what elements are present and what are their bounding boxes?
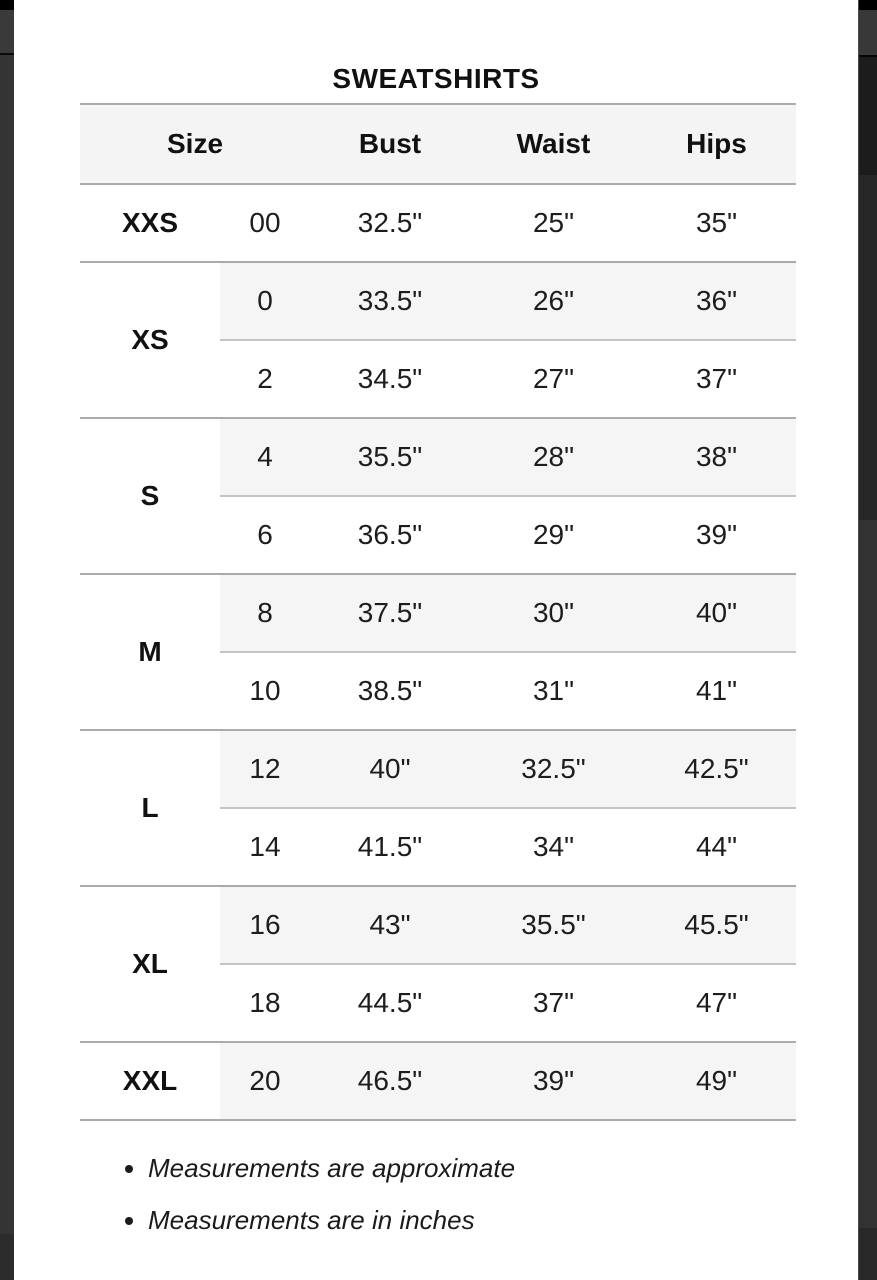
column-header-waist: Waist — [470, 104, 637, 184]
left-edge-segment — [0, 0, 14, 10]
size-number-cell: 12 — [220, 730, 310, 808]
note-item: • Measurements are approximate — [148, 1153, 858, 1183]
hips-cell: 41" — [695, 675, 738, 706]
left-edge-segment — [0, 10, 14, 53]
column-header-size: Size — [80, 104, 310, 184]
bust-cell: 33.5" — [310, 262, 470, 340]
bust-cell: 38.5" — [357, 675, 423, 706]
size-number-cell: 10 — [249, 675, 281, 706]
size-number-cell: 2 — [257, 363, 273, 394]
size-number-cell: 18 — [249, 987, 281, 1018]
size-number-cell: 4 — [220, 418, 310, 496]
bust-cell: 37.5" — [310, 574, 470, 652]
right-edge-segment — [859, 0, 877, 10]
hips-cell: 42.5" — [637, 730, 796, 808]
size-number-cell: 0 — [220, 262, 310, 340]
hips-cell: 40" — [637, 574, 796, 652]
hips-cell: 36" — [637, 262, 796, 340]
size-number-cell: 6 — [257, 519, 273, 550]
right-edge-segment — [859, 520, 877, 1228]
hips-cell: 47" — [695, 987, 738, 1018]
size-chart-table — [80, 103, 796, 1121]
background-page-left-edge — [0, 0, 14, 1280]
size-label-cell: L — [80, 730, 220, 886]
right-edge-segment — [859, 1228, 877, 1280]
size-label-cell: XXS — [80, 184, 220, 262]
table-row — [80, 886, 796, 964]
hips-cell: 39" — [695, 519, 738, 550]
bust-cell: 44.5" — [357, 987, 423, 1018]
table-row — [80, 184, 796, 262]
size-label-cell: XL — [80, 886, 220, 1042]
left-edge-segment — [0, 1234, 14, 1280]
bust-cell: 34.5" — [357, 363, 423, 394]
bust-cell: 41.5" — [357, 831, 423, 862]
bust-cell: 36.5" — [357, 519, 423, 550]
waist-cell: 34" — [532, 831, 575, 862]
table-header-row — [80, 104, 796, 184]
waist-cell: 25" — [532, 207, 575, 238]
size-number-cell: 8 — [220, 574, 310, 652]
hips-cell: 35" — [695, 207, 738, 238]
waist-cell: 37" — [532, 987, 575, 1018]
waist-cell: 27" — [532, 363, 575, 394]
right-edge-segment — [859, 10, 877, 55]
size-number-cell: 20 — [220, 1042, 310, 1120]
hips-cell: 37" — [695, 363, 738, 394]
size-chart-panel — [14, 0, 858, 1280]
bust-cell: 32.5" — [357, 207, 423, 238]
left-edge-segment — [0, 55, 14, 1234]
hips-cell: 45.5" — [637, 886, 796, 964]
waist-cell: 26" — [470, 262, 637, 340]
note-item: • Measurements are in inches — [148, 1205, 858, 1235]
bust-cell: 46.5" — [310, 1042, 470, 1120]
size-label-cell: M — [80, 574, 220, 730]
table-row — [80, 418, 796, 496]
right-edge-segment — [859, 175, 877, 520]
table-row — [80, 262, 796, 340]
hips-cell: 44" — [695, 831, 738, 862]
hips-cell: 49" — [637, 1042, 796, 1120]
waist-cell: 29" — [532, 519, 575, 550]
table-row — [80, 574, 796, 652]
column-header-hips: Hips — [637, 104, 796, 184]
bust-cell: 40" — [310, 730, 470, 808]
size-label-cell: XS — [80, 262, 220, 418]
bust-cell: 35.5" — [310, 418, 470, 496]
size-number-cell: 16 — [220, 886, 310, 964]
waist-cell: 28" — [470, 418, 637, 496]
size-number-cell: 14 — [249, 831, 281, 862]
right-edge-segment — [859, 57, 877, 175]
waist-cell: 35.5" — [470, 886, 637, 964]
size-number-cell: 00 — [249, 207, 281, 238]
column-header-bust: Bust — [310, 104, 470, 184]
background-page-right-edge — [858, 0, 877, 1280]
waist-cell: 32.5" — [470, 730, 637, 808]
bust-cell: 43" — [310, 886, 470, 964]
table-row — [80, 730, 796, 808]
size-label-cell: S — [80, 418, 220, 574]
hips-cell: 38" — [637, 418, 796, 496]
waist-cell: 31" — [532, 675, 575, 706]
size-label-cell: XXL — [80, 1042, 220, 1120]
waist-cell: 39" — [470, 1042, 637, 1120]
size-chart-title: SWEATSHIRTS — [332, 63, 540, 94]
waist-cell: 30" — [470, 574, 637, 652]
table-row — [80, 1042, 796, 1120]
notes-list — [14, 1153, 858, 1235]
